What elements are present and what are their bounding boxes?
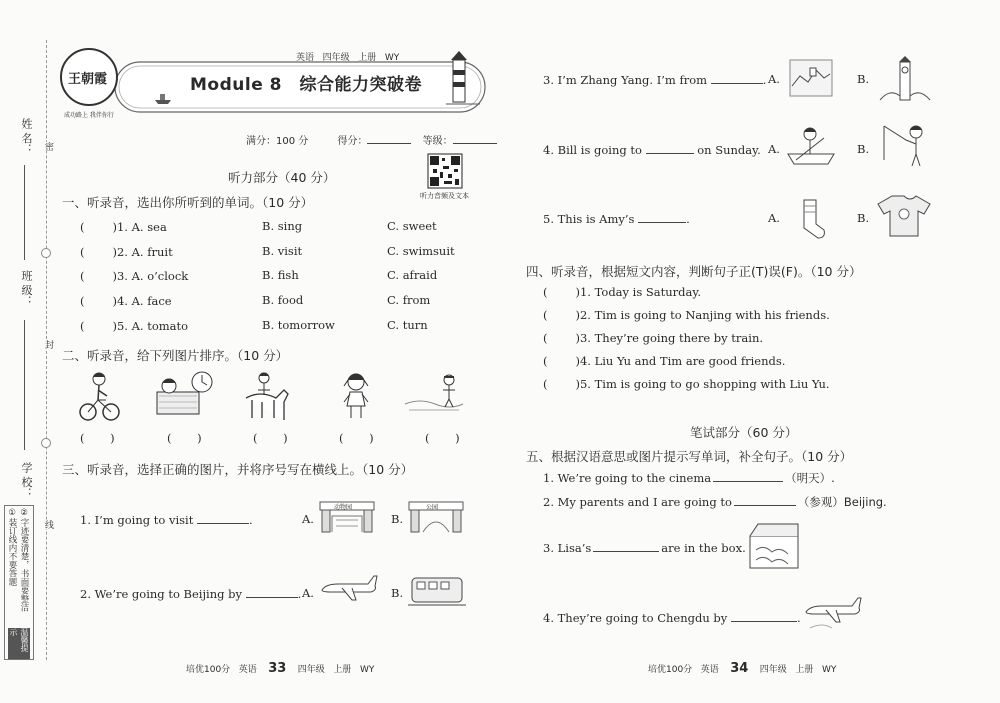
list-item: ( )2. A. fruit bbox=[80, 245, 173, 259]
writing-title: 笔试部分（60 分） bbox=[690, 425, 798, 440]
listening-title: 听力部分（40 分） bbox=[228, 170, 336, 185]
list-item: ( )1. Today is Saturday. bbox=[543, 285, 702, 299]
section-1-title: 一、听录音，选出你所听到的单词。（10 分） bbox=[62, 195, 314, 210]
sleeping-boy-clock-icon bbox=[155, 370, 215, 420]
footer-volume: 上册 bbox=[333, 665, 352, 675]
hole-icon bbox=[41, 438, 51, 448]
tag-subject: 英语 bbox=[296, 53, 315, 63]
list-item: ( )3. A. o’clock bbox=[80, 269, 189, 283]
header-tags bbox=[296, 50, 399, 63]
page-number: 33 bbox=[268, 661, 287, 676]
footer-grade: 四年级 bbox=[297, 665, 325, 675]
boating-boy-icon bbox=[786, 124, 836, 168]
question-text: 2. My parents and I are going to bbox=[543, 495, 732, 509]
question-text: 1. I’m going to visit bbox=[80, 513, 194, 527]
line-mark: 线 bbox=[43, 520, 53, 529]
zoo-gate-icon bbox=[316, 494, 378, 534]
answer-blank[interactable] bbox=[731, 610, 797, 622]
hint-text: （明天）. bbox=[785, 471, 835, 485]
option-c: C. afraid bbox=[387, 268, 438, 282]
option-a: )5. A. tomato bbox=[112, 319, 189, 333]
option-b: B. food bbox=[262, 293, 304, 307]
cycling-girl-icon bbox=[78, 370, 120, 422]
park-gate-icon bbox=[405, 494, 467, 534]
statement: )4. Liu Yu and Tim are good friends. bbox=[575, 354, 786, 368]
grade-field[interactable] bbox=[453, 132, 497, 144]
option-b-label: B. bbox=[857, 142, 870, 156]
answer-blank[interactable] bbox=[246, 586, 298, 598]
answer-blank[interactable] bbox=[711, 72, 763, 84]
fold-mark: 封 bbox=[43, 340, 53, 349]
logo-text: 王朝霞 bbox=[68, 72, 108, 87]
question-text: 3. Lisa’s bbox=[543, 541, 592, 555]
question-4: 4. They’re going to Chengdu by . bbox=[543, 611, 801, 625]
logo-slogan: 成功路上 我伴你行 bbox=[64, 112, 114, 119]
question-text-end: are in the box. bbox=[661, 541, 746, 555]
option-c: C. turn bbox=[387, 318, 428, 332]
question-text: 4. They’re going to Chengdu by bbox=[543, 611, 728, 625]
option-c: C. from bbox=[387, 293, 431, 307]
question-3 bbox=[543, 540, 746, 555]
question-2 bbox=[543, 494, 887, 510]
section-4-title: 四、听录音，根据短文内容，判断句子正(T)误(F)。（10 分） bbox=[526, 264, 862, 279]
option-a: )2. A. fruit bbox=[112, 245, 173, 259]
option-b-label: B. bbox=[857, 72, 870, 86]
list-item: ( )5. Tim is going to go shopping with Liu Yu. bbox=[543, 377, 830, 391]
statement: )1. Today is Saturday. bbox=[575, 285, 702, 299]
answer-blank[interactable] bbox=[593, 540, 659, 552]
park-sign: 公园 bbox=[426, 504, 439, 511]
question-text: 3. I’m Zhang Yang. I’m from bbox=[543, 73, 708, 87]
section-2-title: 二、听录音，给下列图片排序。（10 分） bbox=[62, 348, 289, 363]
answer-blank[interactable] bbox=[197, 512, 249, 524]
airplane-icon bbox=[804, 594, 864, 634]
name-blank bbox=[24, 165, 25, 260]
class-label: 班 级： bbox=[20, 270, 33, 307]
option-a: )4. A. face bbox=[112, 294, 172, 308]
tips-box bbox=[4, 505, 34, 660]
answer-paren[interactable]: ( ) bbox=[339, 431, 374, 445]
train-icon bbox=[408, 574, 466, 608]
name-label: 姓 名： bbox=[20, 118, 33, 155]
horse-riding-icon bbox=[240, 370, 292, 422]
statement: )5. Tim is going to go shopping with Liu Yu. bbox=[575, 377, 830, 391]
footer-grade: 四年级 bbox=[759, 665, 787, 675]
option-b: B. tomorrow bbox=[262, 318, 335, 332]
list-item: ( )3. They’re going there by train. bbox=[543, 331, 764, 345]
option-a-label: A. bbox=[768, 142, 780, 156]
answer-paren[interactable]: ( ) bbox=[253, 431, 288, 445]
list-item: ( )4. A. face bbox=[80, 294, 172, 308]
list-item: ( )4. Liu Yu and Tim are good friends. bbox=[543, 354, 786, 368]
full-score: 满分：100 分 bbox=[246, 136, 309, 147]
option-a-label: A. bbox=[768, 72, 780, 86]
option-a-label: A. bbox=[302, 512, 314, 526]
qr-code-icon[interactable] bbox=[428, 154, 462, 188]
question-text: 5. This is Amy’s bbox=[543, 212, 635, 226]
girl-icon bbox=[336, 370, 376, 422]
list-item: ( )2. Tim is going to Nanjing with his friends. bbox=[543, 308, 830, 322]
hint-text: （参观）Beijing. bbox=[797, 495, 887, 509]
tag-grade: 四年级 bbox=[322, 53, 350, 63]
gift-box-icon bbox=[746, 520, 802, 572]
tag-volume: 上册 bbox=[358, 53, 377, 63]
question-4 bbox=[543, 142, 761, 157]
beach-boy-icon bbox=[405, 372, 463, 418]
great-wall-icon bbox=[788, 58, 834, 98]
tshirt-icon bbox=[876, 194, 932, 238]
option-a: )1. A. sea bbox=[112, 220, 167, 234]
question-2: 2. We’re going to Beijing by . bbox=[80, 587, 302, 601]
tip-line-1: ①装订线内不要答题 bbox=[7, 508, 17, 586]
answer-blank[interactable] bbox=[713, 470, 783, 482]
answer-blank[interactable] bbox=[734, 494, 796, 506]
option-b: B. visit bbox=[262, 244, 303, 258]
answer-paren[interactable]: ( ) bbox=[425, 431, 460, 445]
footer-volume: 上册 bbox=[795, 665, 814, 675]
sock-icon bbox=[798, 198, 828, 242]
question-text: 2. We’re going to Beijing by bbox=[80, 587, 242, 601]
hole-icon bbox=[41, 248, 51, 258]
grade-label: 等级： bbox=[422, 136, 453, 147]
binding-line bbox=[46, 40, 47, 660]
footer-left bbox=[186, 661, 374, 676]
answer-paren[interactable]: ( ) bbox=[80, 431, 115, 445]
option-b: B. sing bbox=[262, 219, 303, 233]
fishing-boy-icon bbox=[880, 122, 930, 170]
question-3: 3. I’m Zhang Yang. I’m from . bbox=[543, 73, 767, 87]
statement: )3. They’re going there by train. bbox=[575, 331, 764, 345]
footer-subject: 英语 bbox=[238, 665, 257, 675]
tip-line-2: ②字迹要清楚，书面要整洁 bbox=[19, 508, 29, 612]
question-text-end: on Sunday. bbox=[697, 143, 761, 157]
score-field[interactable] bbox=[367, 132, 411, 144]
option-b: B. fish bbox=[262, 268, 299, 282]
list-item: ( )5. A. tomato bbox=[80, 319, 189, 333]
statement: )2. Tim is going to Nanjing with his friends. bbox=[575, 308, 830, 322]
answer-blank[interactable] bbox=[646, 142, 694, 154]
score-label: 得分： bbox=[337, 136, 368, 147]
page-title: Module 8 综合能力突破卷 bbox=[190, 75, 422, 95]
zoo-sign: 动物园 bbox=[334, 504, 353, 511]
option-b-label: B. bbox=[391, 512, 404, 526]
footer-brand: 培优100分 bbox=[648, 665, 693, 675]
answer-paren[interactable]: ( ) bbox=[167, 431, 202, 445]
title-banner bbox=[60, 48, 490, 120]
option-c: C. sweet bbox=[387, 219, 437, 233]
option-a-label: A. bbox=[302, 586, 314, 600]
tag-edition: WY bbox=[384, 53, 400, 63]
question-text: 4. Bill is going to bbox=[543, 143, 642, 157]
footer-right bbox=[648, 661, 836, 676]
question-1: 1. I’m going to visit . bbox=[80, 513, 253, 527]
footer-subject: 英语 bbox=[700, 665, 719, 675]
option-c: C. swimsuit bbox=[387, 244, 455, 258]
question-1 bbox=[543, 470, 835, 486]
option-a: )3. A. o’clock bbox=[112, 269, 189, 283]
answer-blank[interactable] bbox=[638, 211, 686, 223]
footer-edition: WY bbox=[360, 665, 375, 675]
list-item: ( )1. A. sea bbox=[80, 220, 167, 234]
plane-icon bbox=[318, 574, 378, 604]
question-text: 1. We’re going to the cinema bbox=[543, 471, 712, 485]
page-number: 34 bbox=[730, 661, 749, 676]
footer-brand: 培优100分 bbox=[186, 665, 231, 675]
option-b-label: B. bbox=[857, 211, 870, 225]
section-3-title: 三、听录音，选择正确的图片，并将序号写在横线上。（10 分） bbox=[62, 462, 414, 477]
option-a-label: A. bbox=[768, 211, 780, 225]
seal-mark: 密 bbox=[43, 142, 53, 151]
score-line bbox=[246, 132, 497, 147]
option-b-label: B. bbox=[391, 586, 404, 600]
question-5: 5. This is Amy’s . bbox=[543, 212, 690, 226]
qr-caption: 听力音频及文本 bbox=[420, 192, 469, 200]
school-label: 学 校： bbox=[20, 462, 33, 499]
section-5-title: 五、根据汉语意思或图片提示写单词，补全句子。（10 分） bbox=[526, 449, 853, 464]
big-ben-icon bbox=[880, 56, 930, 102]
class-blank bbox=[24, 320, 25, 450]
tips-heading: 温馨提示 bbox=[8, 628, 30, 659]
footer-edition: WY bbox=[822, 665, 837, 675]
brand-logo bbox=[60, 48, 118, 119]
